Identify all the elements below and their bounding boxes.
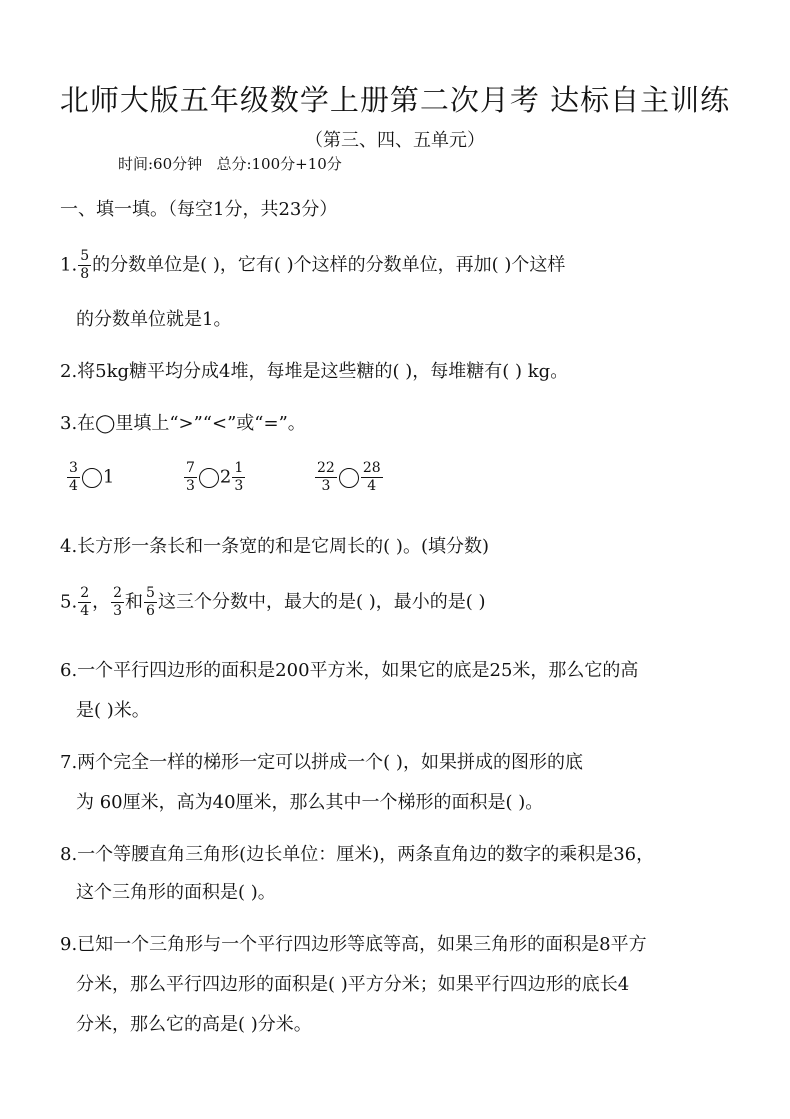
question-9-line-2: 分米，那么平行四边形的面积是( )平方分米；如果平行四边形的底长4 [76,974,630,995]
fraction: $\frac{1}{3}$ [234,460,244,494]
exam-meta: 时间:60分钟 总分:100分+10分 [118,155,342,173]
question-2: 2.将5kg糖平均分成4堆，每堆是这些糖的( )，每堆糖有( ) kg。 [60,361,569,382]
fraction: $\frac{3}{4}$ [69,460,78,494]
answer-circle[interactable] [82,468,102,488]
comparison-3 [314,460,384,495]
page-subtitle: （第三、四、五单元） [305,130,485,151]
answer-circle[interactable] [339,468,359,488]
question-text: 的分数单位是( )，它有( )个这样的分数单位，再加( )个这样 [92,254,566,276]
question-7-line-1: 7.两个完全一样的梯形一定可以拼成一个( )，如果拼成的图形的底 [60,752,583,773]
fraction: $\frac{2}{4}$ [80,585,90,619]
question-8-line-1: 8.一个等腰直角三角形(边长单位：厘米)，两条直角边的数字的乘积是36， [60,844,655,865]
fraction: $\frac{5}{6}$ [146,585,155,619]
question-5: 5. $\frac{2}{4}$ ， $\frac{2}{3}$ 和 $\frac{5}{6}$ 这三个分数中，最大的是( )，最小的是( ) [60,585,486,619]
question-text: 这三个分数中，最大的是( )，最小的是( ) [157,591,486,613]
fraction: $\frac{2}{3}$ [113,585,123,619]
fraction: $\frac{22}{3}$ [317,460,335,494]
question-6-line-1: 6.一个平行四边形的面积是200平方米，如果它的底是25米，那么它的高 [60,660,639,681]
page-title: 北师大版五年级数学上册第二次月考 达标自主训练 [59,83,731,117]
question-1-line-2: 的分数单位就是1。 [76,309,232,330]
question-4: 4.长方形一条长和一条宽的和是它周长的( )。(填分数) [60,536,489,557]
question-number: 1. [60,254,78,276]
question-8-line-2: 这个三角形的面积是( )。 [76,882,276,903]
comparison-2: $\frac{7}{3}$ 2 $\frac{1}{3}$ [186,460,244,494]
section-heading: 一、填一填。（每空1分，共23分） [60,199,338,220]
question-9-line-1: 9.已知一个三角形与一个平行四边形等底等高，如果三角形的面积是8平方 [60,934,647,955]
fraction: $\frac{28}{4}$ [362,460,381,494]
fraction: $\frac{5}{8}$ [80,248,90,282]
question-6-line-2: 是( )米。 [76,700,150,721]
question-7-line-2: 为 60厘米，高为40厘米，那么其中一个梯形的面积是( )。 [76,792,544,813]
question-number: 5. [60,591,78,613]
comparison-1: $\frac{3}{4}$ 1 [69,460,115,494]
question-1-line-1 [60,248,565,283]
question-3: 3.在◯里填上“>”“<”或“=”。 [60,413,306,434]
fraction: $\frac{7}{3}$ [186,460,195,494]
answer-circle[interactable] [199,468,219,488]
question-9-line-3: 分米，那么它的高是( )分米。 [76,1014,312,1035]
